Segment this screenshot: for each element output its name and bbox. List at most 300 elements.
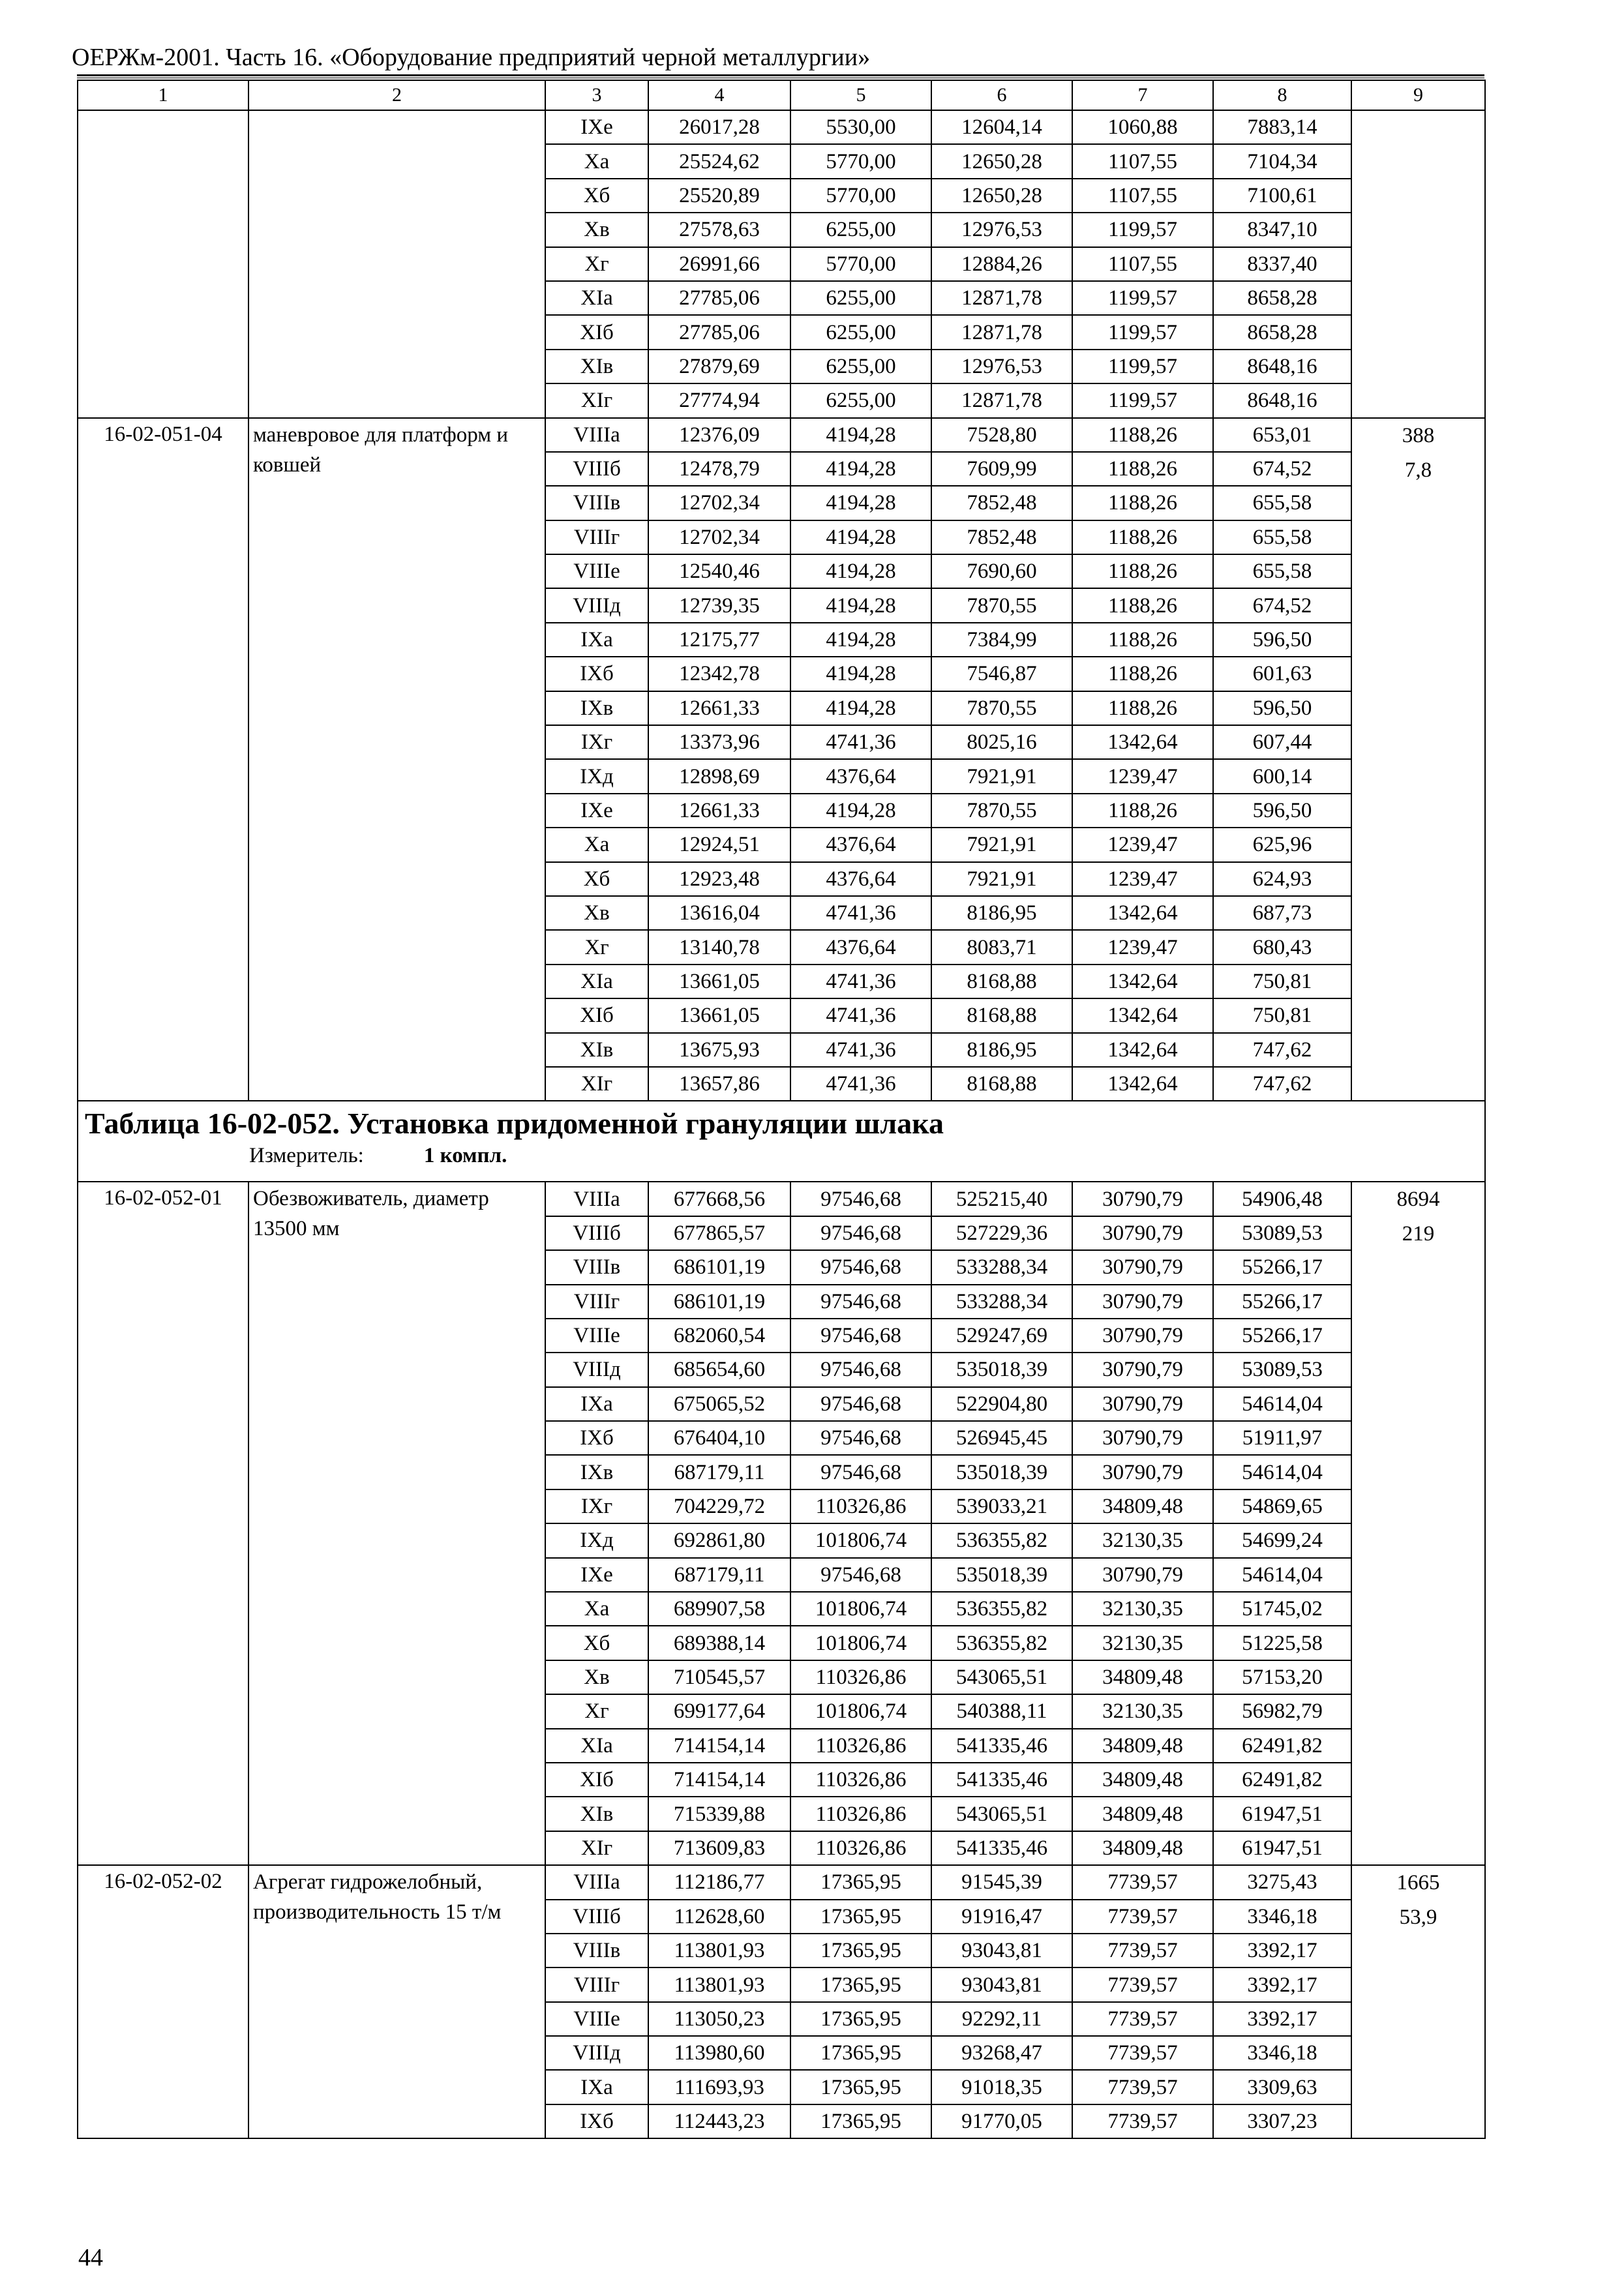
value-cell: 596,50 [1213,794,1351,828]
value-cell: 12376,09 [648,418,790,452]
value-cell: 30790,79 [1072,1558,1213,1592]
value-cell: 714154,14 [648,1729,790,1763]
value-cell: XIв [545,1797,648,1831]
value-cell: 7528,80 [931,418,1072,452]
value-cell: VIIIб [545,1216,648,1250]
value-cell: 4194,28 [790,452,931,486]
value-cell: 55266,17 [1213,1250,1351,1284]
value-cell: 596,50 [1213,691,1351,725]
resource-value: 8694 [1396,1188,1440,1212]
value-cell: IXв [545,691,648,725]
value-cell: 34809,48 [1072,1660,1213,1694]
value-cell: 541335,46 [931,1729,1072,1763]
value-cell: 4741,36 [790,1067,931,1101]
value-cell: 12650,28 [931,179,1072,213]
value-cell: 1188,26 [1072,657,1213,691]
value-cell: 12871,78 [931,383,1072,417]
column-number: 9 [1351,80,1485,110]
value-cell: 1188,26 [1072,520,1213,554]
value-cell: 655,58 [1213,554,1351,588]
value-cell: 4194,28 [790,623,931,657]
value-cell: 110326,86 [790,1729,931,1763]
value-cell: 624,93 [1213,862,1351,896]
value-cell: 93043,81 [931,1967,1072,2001]
value-cell: 12650,28 [931,144,1072,178]
value-cell: 1342,64 [1072,1033,1213,1067]
value-cell: 6255,00 [790,213,931,247]
value-cell: 112443,23 [648,2104,790,2138]
value-cell: 91916,47 [931,1900,1072,1934]
value-cell: 53089,53 [1213,1353,1351,1386]
value-cell: 1107,55 [1072,144,1213,178]
value-cell: 17365,95 [790,2070,931,2104]
value-cell: 54614,04 [1213,1455,1351,1489]
resource-values [1351,1182,1485,1865]
value-cell: 6255,00 [790,383,931,417]
value-cell: 12976,53 [931,350,1072,383]
value-cell: 61947,51 [1213,1797,1351,1831]
value-cell: 25524,62 [648,144,790,178]
value-cell: 535018,39 [931,1455,1072,1489]
value-cell: 101806,74 [790,1523,931,1557]
value-cell: 56982,79 [1213,1694,1351,1728]
resource-value: 7,8 [1404,458,1432,482]
measure-label: Измеритель: [249,1144,364,1168]
value-cell: XIа [545,965,648,998]
value-cell: 4376,64 [790,862,931,896]
value-cell: 714154,14 [648,1763,790,1797]
value-cell: 655,58 [1213,486,1351,520]
value-cell: 97546,68 [790,1558,931,1592]
value-cell: 32130,35 [1072,1523,1213,1557]
value-cell: XIг [545,1067,648,1101]
value-cell: 7739,57 [1072,2104,1213,2138]
value-cell: 536355,82 [931,1626,1072,1660]
value-cell: 97546,68 [790,1285,931,1319]
value-cell: 27785,06 [648,315,790,349]
value-cell: 686101,19 [648,1285,790,1319]
value-cell: IXб [545,2104,648,2138]
value-cell: 526945,45 [931,1421,1072,1455]
value-cell: XIб [545,315,648,349]
value-cell: 533288,34 [931,1250,1072,1284]
value-cell: Xб [545,862,648,896]
value-cell: 1239,47 [1072,759,1213,793]
value-cell: 4194,28 [790,657,931,691]
value-cell: Xб [545,179,648,213]
value-cell: 1188,26 [1072,486,1213,520]
value-cell: Xа [545,1592,648,1626]
value-cell: 113801,93 [648,1934,790,1967]
value-cell: VIIIе [545,554,648,588]
value-cell: 54614,04 [1213,1558,1351,1592]
value-cell: 13616,04 [648,896,790,930]
value-cell: 715339,88 [648,1797,790,1831]
value-cell: 6255,00 [790,315,931,349]
value-cell: 7921,91 [931,759,1072,793]
value-cell: 26017,28 [648,110,790,144]
value-cell: 97546,68 [790,1455,931,1489]
value-cell: 1342,64 [1072,1067,1213,1101]
value-cell: 7690,60 [931,554,1072,588]
value-cell: XIг [545,1831,648,1865]
value-cell: 687,73 [1213,896,1351,930]
value-cell: VIIIе [545,2002,648,2036]
value-cell: VIIIе [545,1319,648,1353]
value-cell: 4376,64 [790,759,931,793]
value-cell: 4194,28 [790,794,931,828]
value-cell: 7739,57 [1072,2070,1213,2104]
value-cell: Xа [545,144,648,178]
resource-value: 1665 [1396,1871,1440,1895]
value-cell: VIIIд [545,2036,648,2070]
value-cell: 8337,40 [1213,247,1351,281]
value-cell: 540388,11 [931,1694,1072,1728]
item-code: 16-02-052-02 [78,1865,248,2138]
value-cell: 112186,77 [648,1865,790,1899]
value-cell: VIIIб [545,1900,648,1934]
value-cell: 26991,66 [648,247,790,281]
value-cell: 1188,26 [1072,623,1213,657]
value-cell: 1342,64 [1072,725,1213,759]
resource-values [1351,418,1485,1101]
value-cell: 7739,57 [1072,2002,1213,2036]
value-cell: 3392,17 [1213,2002,1351,2036]
value-cell: 4376,64 [790,930,931,964]
value-cell: 689907,58 [648,1592,790,1626]
value-cell: 689388,14 [648,1626,790,1660]
value-cell: 30790,79 [1072,1285,1213,1319]
value-cell: 1342,64 [1072,896,1213,930]
value-cell: 34809,48 [1072,1489,1213,1523]
value-cell: 713609,83 [648,1831,790,1865]
value-cell: 30790,79 [1072,1250,1213,1284]
value-cell: 30790,79 [1072,1421,1213,1455]
value-cell: 12540,46 [648,554,790,588]
resource-value: 53,9 [1399,1906,1437,1930]
value-cell: 57153,20 [1213,1660,1351,1694]
value-cell: XIв [545,1033,648,1067]
value-cell: 13140,78 [648,930,790,964]
column-number: 2 [248,80,545,110]
value-cell: 93268,47 [931,2036,1072,2070]
resource-value: 388 [1402,423,1435,447]
value-cell: 7870,55 [931,588,1072,622]
value-cell: 8025,16 [931,725,1072,759]
value-cell: Xг [545,930,648,964]
value-cell: 91770,05 [931,2104,1072,2138]
value-cell: IXе [545,1558,648,1592]
value-cell: 4194,28 [790,588,931,622]
value-cell: 655,58 [1213,520,1351,554]
value-cell: 17365,95 [790,1865,931,1899]
value-cell: IXг [545,725,648,759]
value-cell: VIIIв [545,486,648,520]
column-number: 6 [931,80,1072,110]
value-cell: 3392,17 [1213,1967,1351,2001]
item-code: 16-02-051-04 [78,418,248,1101]
value-cell: 12976,53 [931,213,1072,247]
value-cell: 536355,82 [931,1523,1072,1557]
value-cell: 1199,57 [1072,281,1213,315]
value-cell: 97546,68 [790,1182,931,1216]
value-cell: 535018,39 [931,1353,1072,1386]
value-cell: IXб [545,1421,648,1455]
value-cell: 674,52 [1213,588,1351,622]
value-cell: IXг [545,1489,648,1523]
value-cell: Xг [545,247,648,281]
value-cell: IXе [545,794,648,828]
value-cell: 51225,58 [1213,1626,1351,1660]
value-cell: 32130,35 [1072,1694,1213,1728]
value-cell: 7104,34 [1213,144,1351,178]
value-cell: 1199,57 [1072,315,1213,349]
value-cell: 101806,74 [790,1626,931,1660]
value-cell: 8658,28 [1213,281,1351,315]
value-cell: IXа [545,1387,648,1421]
value-cell: 7739,57 [1072,1967,1213,2001]
value-cell: 13657,86 [648,1067,790,1101]
value-cell: VIIIг [545,1285,648,1319]
value-cell: 54869,65 [1213,1489,1351,1523]
value-cell: 110326,86 [790,1831,931,1865]
value-cell: 527229,36 [931,1216,1072,1250]
value-cell: 522904,80 [931,1387,1072,1421]
value-cell: 4741,36 [790,725,931,759]
table-row [78,110,1485,144]
value-cell: IXд [545,1523,648,1557]
value-cell: 32130,35 [1072,1592,1213,1626]
value-cell: 699177,64 [648,1694,790,1728]
value-cell: 30790,79 [1072,1455,1213,1489]
value-cell: 12175,77 [648,623,790,657]
value-cell: XIг [545,383,648,417]
column-number: 3 [545,80,648,110]
value-cell: 13661,05 [648,998,790,1032]
value-cell: IXб [545,657,648,691]
value-cell: 747,62 [1213,1067,1351,1101]
value-cell: 747,62 [1213,1033,1351,1067]
value-cell: 13373,96 [648,725,790,759]
value-cell: 7609,99 [931,452,1072,486]
value-cell: 7100,61 [1213,179,1351,213]
value-cell: 7883,14 [1213,110,1351,144]
value-cell: 27879,69 [648,350,790,383]
value-cell: 536355,82 [931,1592,1072,1626]
value-cell: 4376,64 [790,828,931,861]
value-cell: 61947,51 [1213,1831,1351,1865]
value-cell: 676404,10 [648,1421,790,1455]
value-cell: 5770,00 [790,144,931,178]
value-cell: 97546,68 [790,1387,931,1421]
value-cell: 30790,79 [1072,1319,1213,1353]
value-cell: 3346,18 [1213,1900,1351,1934]
value-cell: 1188,26 [1072,554,1213,588]
value-cell: 543065,51 [931,1797,1072,1831]
value-cell: 12923,48 [648,862,790,896]
value-cell: 12478,79 [648,452,790,486]
value-cell: 30790,79 [1072,1353,1213,1386]
value-cell: 8347,10 [1213,213,1351,247]
value-cell: 750,81 [1213,998,1351,1032]
value-cell: 5770,00 [790,179,931,213]
value-cell: 8658,28 [1213,315,1351,349]
value-cell: 54614,04 [1213,1387,1351,1421]
column-number: 8 [1213,80,1351,110]
value-cell: 677865,57 [648,1216,790,1250]
value-cell: 12661,33 [648,794,790,828]
price-table [77,80,1486,2139]
value-cell: 91545,39 [931,1865,1072,1899]
value-cell: 601,63 [1213,657,1351,691]
value-cell: 7546,87 [931,657,1072,691]
value-cell: 110326,86 [790,1489,931,1523]
value-cell: 12871,78 [931,281,1072,315]
value-cell: 1188,26 [1072,452,1213,486]
value-cell: 7739,57 [1072,2036,1213,2070]
value-cell: 111693,93 [648,2070,790,2104]
value-cell: 34809,48 [1072,1763,1213,1797]
value-cell: 112628,60 [648,1900,790,1934]
value-cell: 1199,57 [1072,350,1213,383]
value-cell: VIIIа [545,1865,648,1899]
value-cell: 7921,91 [931,862,1072,896]
value-cell: 34809,48 [1072,1797,1213,1831]
value-cell: 54699,24 [1213,1523,1351,1557]
value-cell: 539033,21 [931,1489,1072,1523]
value-cell: 685654,60 [648,1353,790,1386]
resource-values [1351,1865,1485,2138]
value-cell: 3307,23 [1213,2104,1351,2138]
value-cell: 12924,51 [648,828,790,861]
value-cell: 62491,82 [1213,1763,1351,1797]
value-cell: 51745,02 [1213,1592,1351,1626]
page-header: ОЕРЖм-2001. Часть 16. «Оборудование предприятий черной металлургии» [72,44,871,71]
column-number-row [78,80,1485,110]
value-cell: 680,43 [1213,930,1351,964]
value-cell: Xв [545,896,648,930]
value-cell: 533288,34 [931,1285,1072,1319]
value-cell: 4194,28 [790,486,931,520]
value-cell: 17365,95 [790,1934,931,1967]
value-cell: Xв [545,213,648,247]
value-cell: 5770,00 [790,247,931,281]
value-cell: 92292,11 [931,2002,1072,2036]
value-cell: 97546,68 [790,1216,931,1250]
table-title-cell [78,1101,1485,1182]
value-cell: 3275,43 [1213,1865,1351,1899]
value-cell: Xг [545,1694,648,1728]
page-number: 44 [78,2244,103,2271]
value-cell: 7870,55 [931,691,1072,725]
name-cell-empty [248,110,545,418]
value-cell: 8168,88 [931,965,1072,998]
value-cell: 4741,36 [790,965,931,998]
value-cell: 7852,48 [931,486,1072,520]
value-cell: 1199,57 [1072,383,1213,417]
value-cell: VIIIа [545,418,648,452]
value-cell: 7739,57 [1072,1865,1213,1899]
value-cell: 8186,95 [931,1033,1072,1067]
value-cell: 8083,71 [931,930,1072,964]
value-cell: 1239,47 [1072,862,1213,896]
value-cell: 3346,18 [1213,2036,1351,2070]
value-cell: 710545,57 [648,1660,790,1694]
value-cell: 3392,17 [1213,1934,1351,1967]
measure-line [78,1142,1484,1169]
value-cell: 12702,34 [648,486,790,520]
value-cell: 113980,60 [648,2036,790,2070]
value-cell: Xб [545,1626,648,1660]
value-cell: XIа [545,1729,648,1763]
value-cell: 4194,28 [790,520,931,554]
value-cell: 110326,86 [790,1660,931,1694]
table-row [78,418,1485,452]
value-cell: 30790,79 [1072,1216,1213,1250]
value-cell: 27774,94 [648,383,790,417]
value-cell: 54906,48 [1213,1182,1351,1216]
value-cell: 529247,69 [931,1319,1072,1353]
value-cell: VIIIб [545,452,648,486]
value-cell: 653,01 [1213,418,1351,452]
value-cell: 7852,48 [931,520,1072,554]
value-cell: 1239,47 [1072,828,1213,861]
value-cell: 541335,46 [931,1831,1072,1865]
value-cell: 62491,82 [1213,1729,1351,1763]
value-cell: 30790,79 [1072,1387,1213,1421]
value-cell: 12702,34 [648,520,790,554]
value-cell: 53089,53 [1213,1216,1351,1250]
value-cell: 625,96 [1213,828,1351,861]
value-cell: VIIIг [545,1967,648,2001]
value-cell: VIIIд [545,1353,648,1386]
value-cell: 12342,78 [648,657,790,691]
value-cell: 674,52 [1213,452,1351,486]
col9-cell-empty [1351,110,1485,418]
value-cell: IXа [545,2070,648,2104]
resource-value: 219 [1402,1222,1435,1246]
value-cell: 1239,47 [1072,930,1213,964]
column-number: 4 [648,80,790,110]
value-cell: 8648,16 [1213,383,1351,417]
value-cell: 12739,35 [648,588,790,622]
value-cell: 677668,56 [648,1182,790,1216]
column-number: 7 [1072,80,1213,110]
value-cell: IXе [545,110,648,144]
value-cell: 4741,36 [790,1033,931,1067]
value-cell: 12661,33 [648,691,790,725]
value-cell: 1060,88 [1072,110,1213,144]
value-cell: 97546,68 [790,1421,931,1455]
value-cell: 51911,97 [1213,1421,1351,1455]
value-cell: 600,14 [1213,759,1351,793]
measure-value: 1 компл. [423,1144,507,1168]
value-cell: 1188,26 [1072,794,1213,828]
header-rule [77,74,1484,76]
table-title: Таблица 16-02-052. Установка придоменной грануляции шлака [85,1107,944,1141]
table-row [78,1865,1485,1899]
value-cell: VIIIа [545,1182,648,1216]
value-cell: IXд [545,759,648,793]
value-cell: XIа [545,281,648,315]
value-cell: 113050,23 [648,2002,790,2036]
code-cell-empty [78,110,248,418]
table-row [78,1182,1485,1216]
value-cell: 12884,26 [931,247,1072,281]
value-cell: 607,44 [1213,725,1351,759]
value-cell: 6255,00 [790,350,931,383]
value-cell: 596,50 [1213,623,1351,657]
